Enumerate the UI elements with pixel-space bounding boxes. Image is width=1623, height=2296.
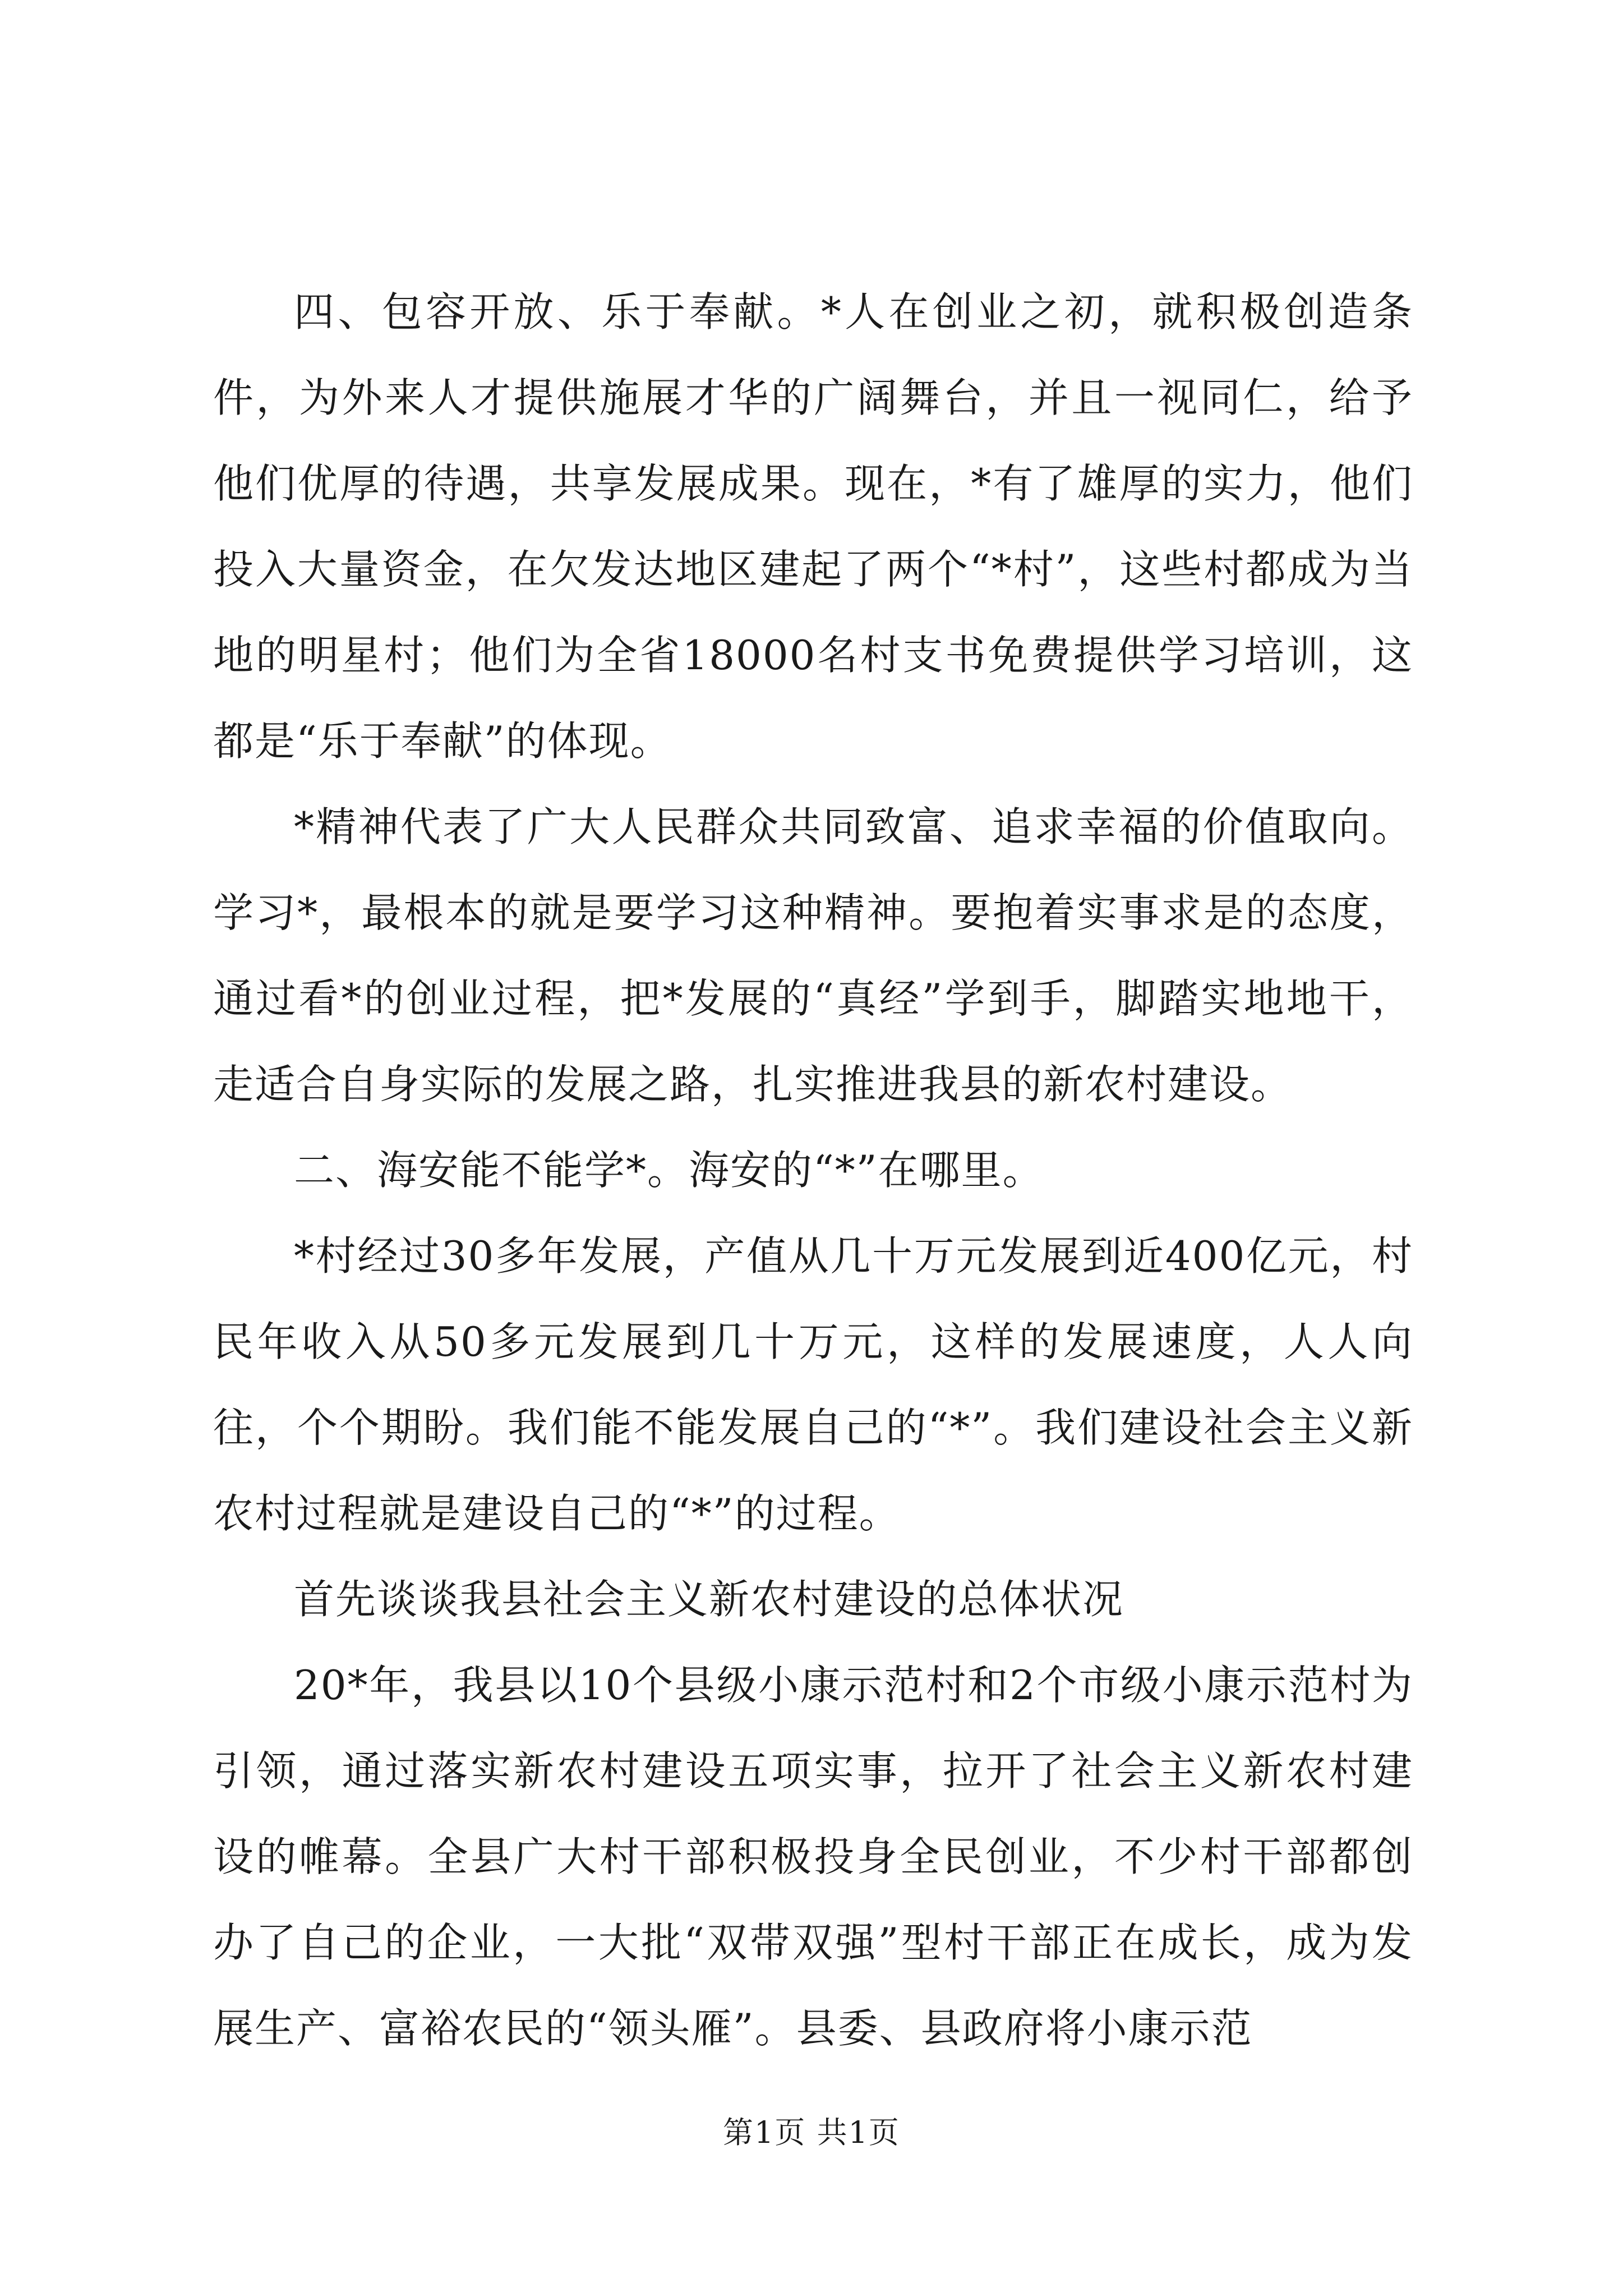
section-heading-haian: 二、海安能不能学*。海安的“*”在哪里。	[294, 1147, 1044, 1194]
paragraph-overview-heading: 首先谈谈我县社会主义新农村建设的总体状况	[294, 1576, 1124, 1623]
page-number-footer: 第1页 共1页	[723, 2115, 900, 2150]
document-body	[213, 269, 1413, 2072]
paragraph-county-status: 20*年，我县以10个县级小康示范村和2个市级小康示范村为引领，通过落实新农村建设五项实事，拉开了社会主义新农村建设的帷幕。全县广大村干部积极投身全民创业，不少村干部都创办了自己的企业，一大批“双带双强”型村干部正在成长，成为发展生产、富裕农民的“领头雁”。县委、县政府将小康示范	[213, 1662, 1413, 2052]
paragraph-inclusive-open: 四、包容开放、乐于奉献。*人在创业之初，就积极创造条件，为外来人才提供施展才华的广阔舞台，并且一视同仁，给予他们优厚的待遇，共享发展成果。现在，*有了雄厚的实力，他们投入大量资金，在欠发达地区建起了两个“*村”，这些村都成为当地的明星村；他们为全省18000名村支书免费提供学习培训，这都是“乐于奉献”的体现。	[213, 288, 1413, 765]
paragraph-village-development: *村经过30多年发展，产值从几十万元发展到近400亿元，村民年收入从50多元发展到几十万元，这样的发展速度，人人向往，个个期盼。我们能不能发展自己的“*”。我们建设社会主义新农村过程就是建设自己的“*”的过程。	[213, 1232, 1413, 1537]
paragraph-spirit: *精神代表了广大人民群众共同致富、追求幸福的价值取向。学习*，最根本的就是要学习这种精神。要抱着实事求是的态度，通过看*的创业过程，把*发展的“真经”学到手，脚踏实地地干，走适合自身实际的发展之路，扎实推进我县的新农村建设。	[213, 803, 1413, 1108]
